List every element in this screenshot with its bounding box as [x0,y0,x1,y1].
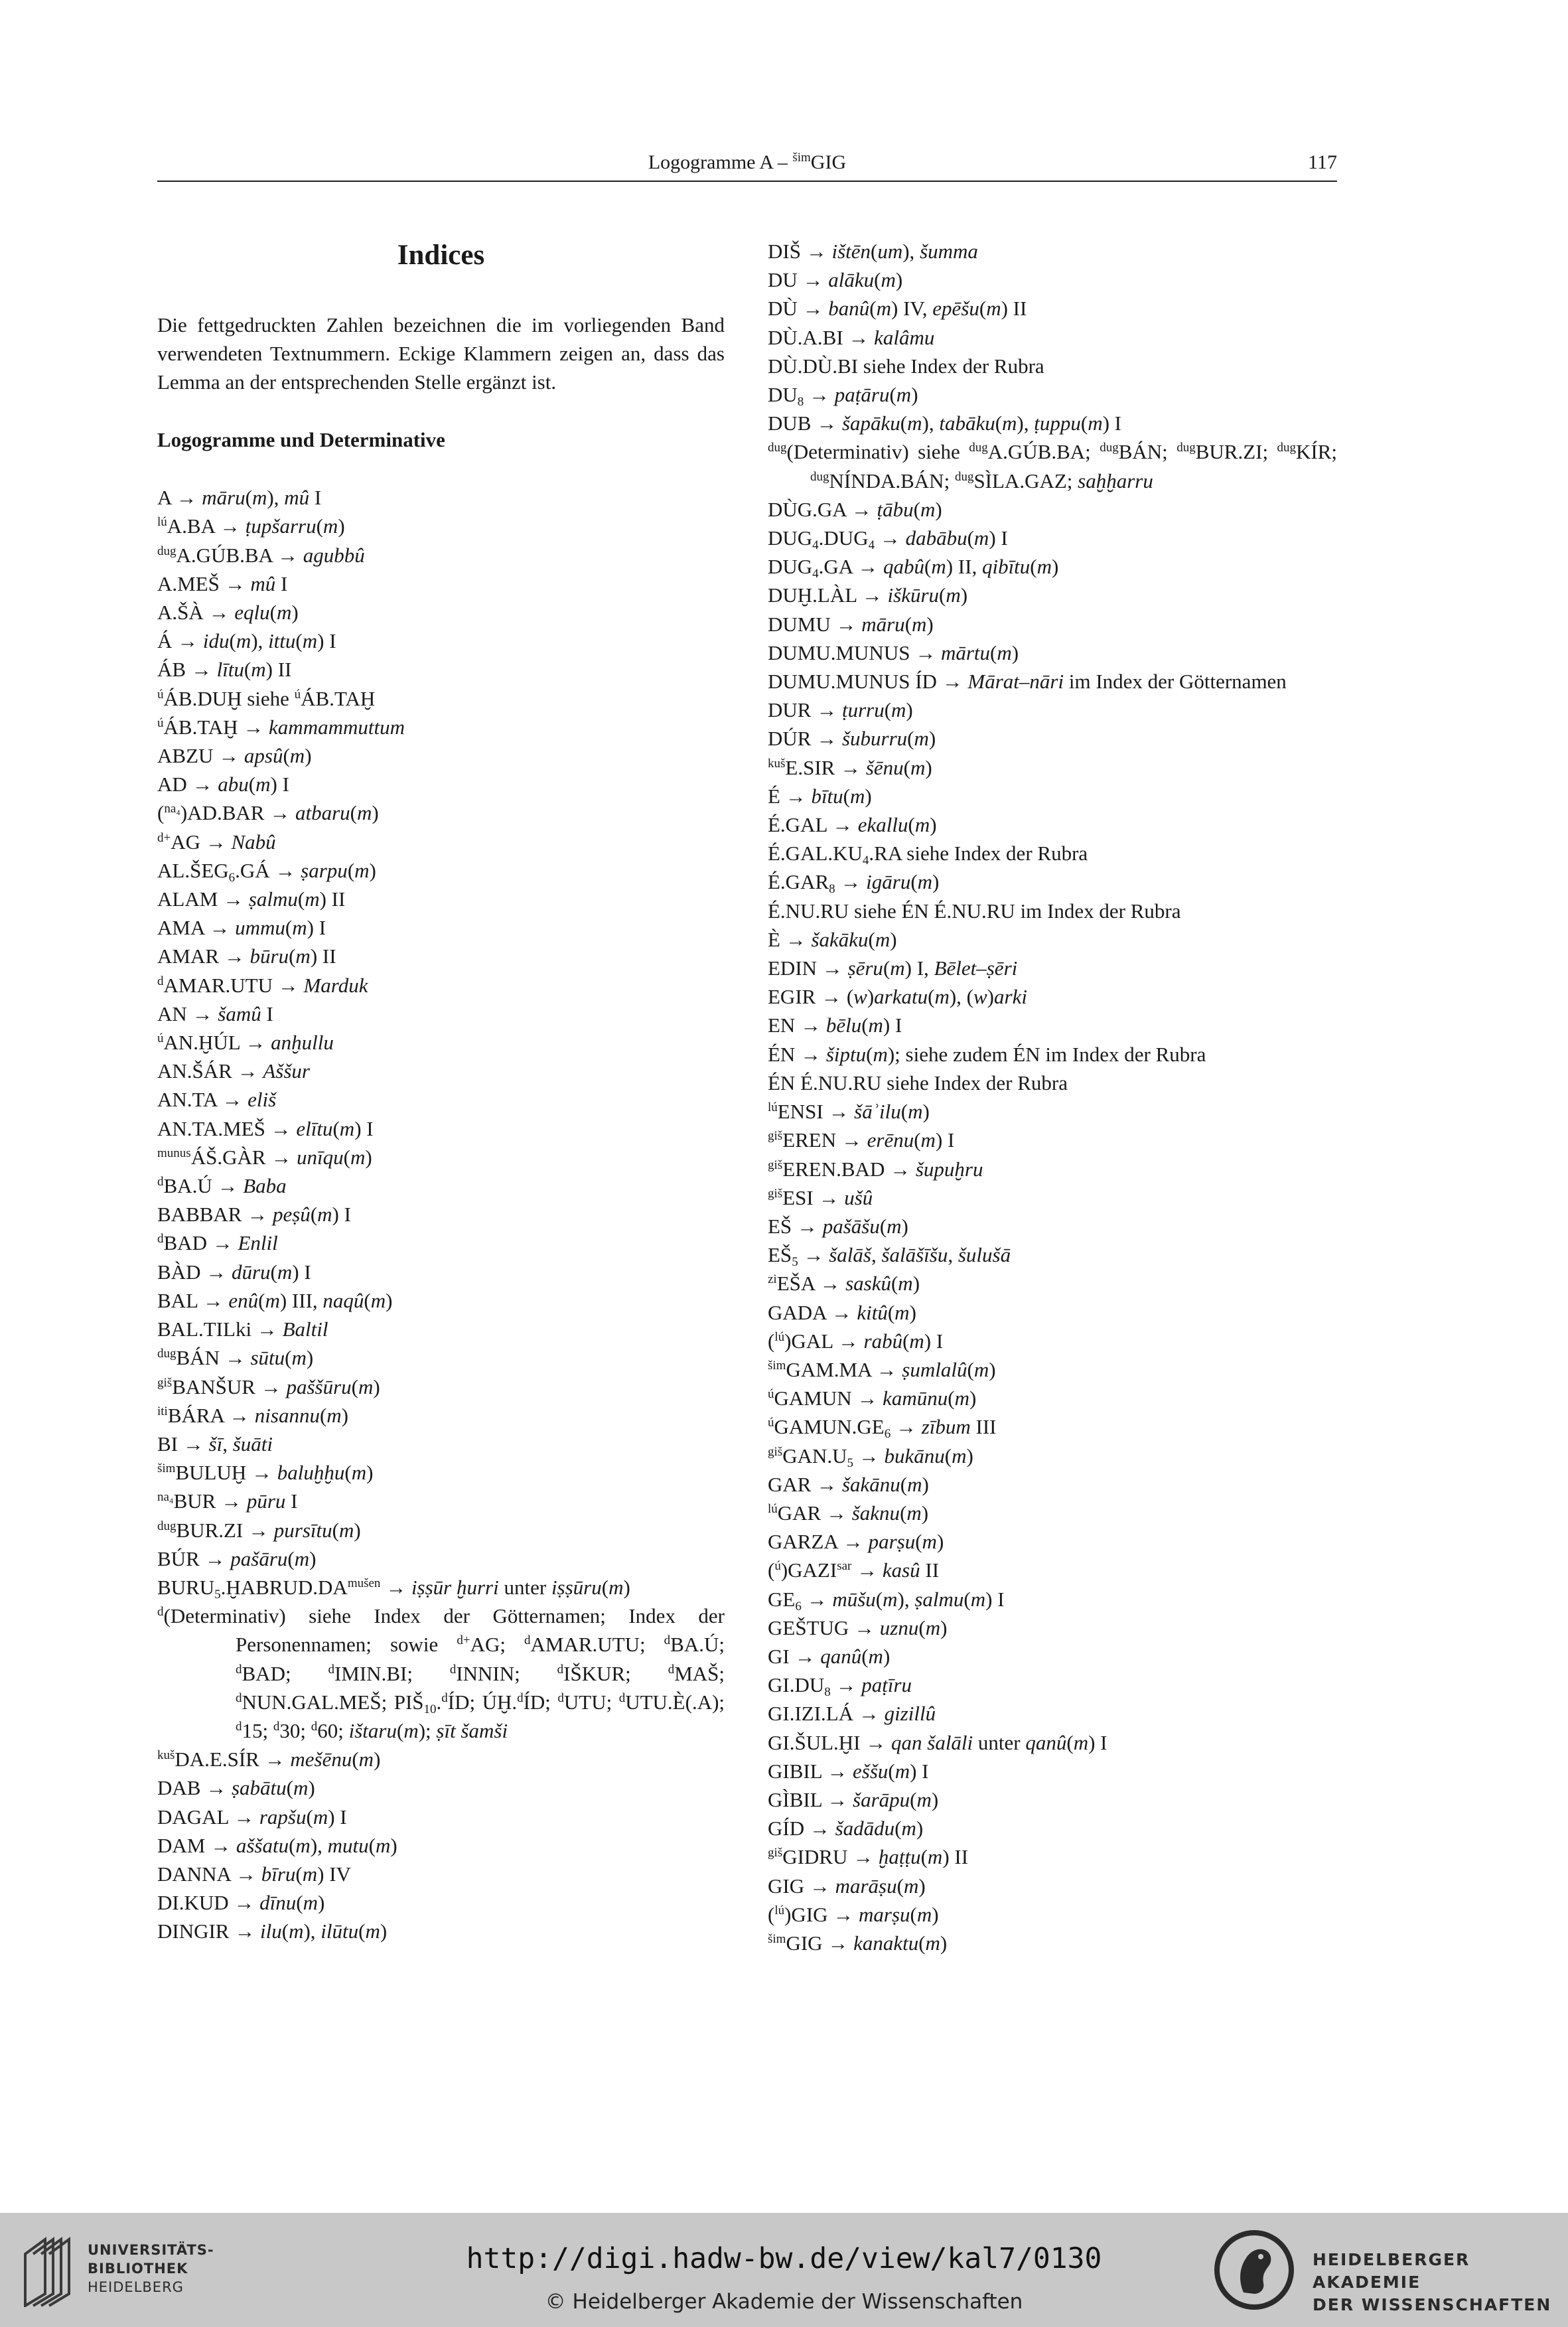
index-entry: DI.KUD → dīnu(m) [157,1891,325,1915]
footer-bar [0,2213,1568,2327]
index-entry: $^{giš}$GIDRU → ḫaṭṭu(m) II [768,1845,969,1869]
index-entry: GI.IZI.LÁ → gizillû [768,1702,936,1726]
index-entry: EDIN → ṣēru(m) I, Bēlet–ṣēri [768,956,1018,980]
index-entry: DAM → aššatu(m), mutu(m) [157,1833,397,1857]
index-entry: BÚR → pašāru(m) [157,1546,317,1570]
index-entry: $^{zi}$EŠA → saskû(m) [768,1272,920,1296]
index-entry: GEŠTUG → uznu(m) [768,1615,948,1639]
index-entry: A.MEŠ → mû I [157,571,288,595]
left-column [157,239,725,1946]
index-entry: $^{šim}$GIG → kanaktu(m) [768,1931,948,1955]
index-entry: BI → šī, šuāti [157,1432,273,1456]
index-entry: DUMU → māru(m) [768,612,934,636]
index-entry: $^{giš}$EREN.BAD → šupuḫru [768,1157,983,1181]
index-entry: A.ŠÀ → eqlu(m) [157,601,299,625]
index-entry: GAR → šakānu(m) [768,1472,929,1496]
index-entry: $^{kuš}$E.SIR → šēnu(m) [768,755,932,779]
index-entry: É → bītu(m) [768,784,872,808]
page-number: 117 [1308,151,1337,173]
index-entry: $^{giš}$BANŠUR → paššūru(m) [157,1375,380,1398]
index-entry: $^d$BA.Ú → Baba [157,1174,287,1198]
index-entry: ($^{lú}$)GAL → rabû(m) I [768,1329,944,1353]
index-entry: $^d$BAD → Enlil [157,1231,278,1255]
index-entry: DAGAL → rapšu(m) I [157,1805,347,1829]
index-entry: DÙ → banû(m) IV, epēšu(m) II [768,297,1027,321]
index-entry: GARZA → parṣu(m) [768,1530,944,1554]
index-entry: GIG → marāṣu(m) [768,1874,926,1898]
subheading: Logogramme und Determinative [157,428,445,451]
index-entry: É.GAL → ekallu(m) [768,813,937,837]
index-entry: ALAM → ṣalmu(m) II [157,887,346,911]
index-entry: EGIR → (w)arkatu(m), (w)arki [768,985,1027,1009]
index-entry: BAL.TILki → Baltil [157,1317,328,1341]
index-entry: DU → alāku(m) [768,268,903,292]
index-entry: $^{lú}$ENSI → šāʾilu(m) [768,1100,930,1124]
index-entry: DUG4.GA → qabû(m) II, qibītu(m) [768,555,1059,581]
index-entry: ($^{na_4}$)AD.BAR → atbaru(m) [157,801,379,825]
index-entry: DINGIR → ilu(m), ilūtu(m) [157,1919,388,1943]
index-entry: $^ú$ÁB.TAḪ → kammammuttum [157,715,405,739]
index-entry: DU8 → paṭāru(m) [768,383,918,410]
index-entry: DUG4.DUG4 → dabābu(m) I [768,526,1008,553]
index-entry: $^ú$ÁB.DUḪ siehe $^ú$ÁB.TAḪ [157,686,376,710]
index-entry: $^{giš}$EREN → erēnu(m) I [768,1128,955,1152]
index-entry: GIBIL → eššu(m) I [768,1759,929,1783]
index-entry: $^d$AMAR.UTU → Marduk [157,973,368,997]
index-entry: $^{šim}$BULUḪ → baluḫḫu(m) [157,1461,374,1485]
index-entry: $BURU5.ḪABRUD.DA^{mušen}$ → iṣṣūr ḫurri unter iṣṣūru(m) [157,1575,630,1602]
library-name: UNIVERSITÄTS- BIBLIOTHEK HEIDELBERG [88,2242,214,2295]
index-entry: $^{dug}$BÁN → sūtu(m) [157,1346,314,1370]
index-entry: GI.ŠUL.ḪI → qan šalāli unter qanû(m) I [768,1730,1107,1754]
index-entry: $^{giš}$GAN.U5 → bukānu(m) [768,1444,973,1470]
index-entry: AMAR → būru(m) II [157,944,336,968]
index-entry: ÉN → šiptu(m); siehe zudem ÉN im Index der Rubra [768,1042,1206,1066]
index-entry: $^{kuš}$DA.E.SÍR → mešēnu(m) [157,1748,381,1771]
index-entry: AN.TA → eliš [157,1088,277,1112]
index-entry: EŠ5 → šalāš, šalāšīšu, šulušā [768,1243,1011,1270]
index-entry: A → māru(m), mû I [157,486,322,510]
index-entry: $^d$(Determinativ) siehe Index der Götternamen; Index der Personennamen; sowie $^{d+}$AG; $^d$AMAR.UTU; $^d$BA.Ú; $^d$BAD; $^d$IMIN.BI; $^d$INNIN; $^d$IŠKUR; $^d$MAŠ; $^d$NUN.GAL.MEŠ; PIŠ10.$^d$ÍD; ÚḪ.$^d$ÍD; $^d$UTU; $^d$UTU.È(.A); $^d$15; $^d$30; $^d$60; ištaru(m); ṣīt šamši [157,1604,725,1742]
academy-seal-icon [1212,2227,1297,2312]
index-entry: AL.ŠEG6.GÁ → ṣarpu(m) [157,858,376,885]
intro-paragraph: Die fettgedruckten Zahlen bezeichnen die im vorliegenden Band verwendeten Textnummern. Eckige Klammern zeigen an, dass das Lemma an der entsprechenden Stelle ergänzt ist. [157,313,725,394]
index-entry: È → šakāku(m) [768,927,897,951]
index-entry: BÀD → dūru(m) I [157,1260,311,1284]
index-entry: É.NU.RU siehe ÉN É.NU.RU im Index der Rubra [768,899,1181,923]
academy-logo[interactable] [1212,2223,1557,2316]
copyright-notice: © Heidelberger Akademie der Wissenschaften [545,2290,1023,2314]
index-entry: $^ú$GAMUN.GE6 → zībum III [768,1415,997,1442]
index-entry: GE6 → mūšu(m), ṣalmu(m) I [768,1587,1005,1614]
index-entry: DÚR → šuburru(m) [768,727,936,751]
index-entry: $(^ú)GAZI^{sar}$ → kasû II [768,1558,940,1582]
index-entry: $^{dug}$BUR.ZI → pursītu(m) [157,1518,361,1542]
index-entry: AD → abu(m) I [157,773,289,796]
index-entry: DANNA → bīru(m) IV [157,1862,351,1886]
index-entry: $^{iti}$BÁRA → nisannu(m) [157,1403,348,1427]
index-entry: AN.TA.MEŠ → elītu(m) I [157,1116,374,1140]
index-entry: EŠ → pašāšu(m) [768,1214,908,1238]
index-entry: ($^{lú}$)GIG → marṣu(m) [768,1902,939,1926]
index-entry: $^{dug}$A.GÚB.BA → agubbû [157,543,365,567]
index-entry: $^{lú}$GAR → šaknu(m) [768,1501,929,1525]
index-entry: DÙ.DÙ.BI siehe Index der Rubra [768,354,1044,378]
index-entry: ÉN É.NU.RU siehe Index der Rubra [768,1071,1068,1094]
index-entry: $^{dug}$(Determinativ) siehe $^{dug}$A.GÚB.BA; $^{dug}$BÁN; $^{dug}$BUR.ZI; $^{dug}$KÍR; $^{dug}$NÍNDA.BÁN; $^{dug}$SÌLA.GAZ; saḫḫarru [768,440,1337,492]
index-entry: $^{munus}$ÁŠ.GÀR → unīqu(m) [157,1145,372,1169]
index-entry: $^{na_4}$BUR → pūru I [157,1489,298,1513]
index-entry: EN → bēlu(m) I [768,1013,902,1037]
index-entry: DUMU.MUNUS ÍD → Mārat–nāri im Index der Götternamen [768,670,1287,694]
index-entry: GÍD → šadādu(m) [768,1817,924,1840]
index-entry: $^{šim}$GAM.MA → ṣumlalû(m) [768,1357,996,1381]
index-entry: $^ú$AN.ḪÚL → anḫullu [157,1031,334,1055]
academy-name: HEIDELBERGER AKADEMIE DER WISSENSCHAFTEN [1313,2250,1552,2314]
index-entry: Á → idu(m), ittu(m) I [157,629,336,653]
index-entry: DUḪ.LÀL → iškūru(m) [768,583,968,607]
index-entry: AN.ŠÁR → Aššur [157,1059,310,1083]
index-entry: É.GAR8 → igāru(m) [768,870,940,897]
index-entry: GI.DU8 → paṭīru [768,1673,912,1700]
index-entry: GÌBIL → šarāpu(m) [768,1787,939,1811]
index-entry: DUR → ṭurru(m) [768,698,913,722]
index-entry: GI → qanû(m) [768,1644,891,1668]
index-entry: GADA → kitû(m) [768,1300,916,1324]
index-entry: BAL → enû(m) III, naqû(m) [157,1288,393,1312]
index-entry: DUMU.MUNUS → mārtu(m) [768,640,1019,664]
section-heading: Indices [397,240,485,271]
index-entry: $^{d+}$AG → Nabû [157,830,276,854]
index-entry: DAB → ṣabātu(m) [157,1776,315,1800]
running-head [157,147,1337,182]
right-column [768,237,1337,1957]
index-entry: ABZU → apsû(m) [157,744,312,768]
index-entry: $^{giš}$ESI → ušû [768,1185,873,1209]
index-entry: AN → šamû I [157,1002,273,1025]
index-entry: $^{lú}$A.BA → ṭupšarru(m) [157,514,345,538]
index-entry: ÁB → lītu(m) II [157,658,292,682]
index-entry: BABBAR → peṣû(m) I [157,1203,351,1227]
index-entry: É.GAL.KU4.RA siehe Index der Rubra [768,842,1088,868]
running-head-title: Logogramme A – $^{šim}$GIG [648,151,847,173]
index-entry: AMA → ummu(m) I [157,916,326,940]
index-entry: DIŠ → ištēn(um), šumma [768,240,978,263]
index-entry: $^ú$GAMUN → kamūnu(m) [768,1387,977,1410]
index-entry: DÙ.A.BI → kalâmu [768,325,935,349]
index-entry: DÙG.GA → ṭābu(m) [768,497,942,521]
index-entry: DUB → šapāku(m), tabāku(m), ṭuppu(m) I [768,412,1121,435]
source-url-link[interactable]: http://digi.hadw-bw.de/view/kal7/0130 [466,2242,1102,2275]
